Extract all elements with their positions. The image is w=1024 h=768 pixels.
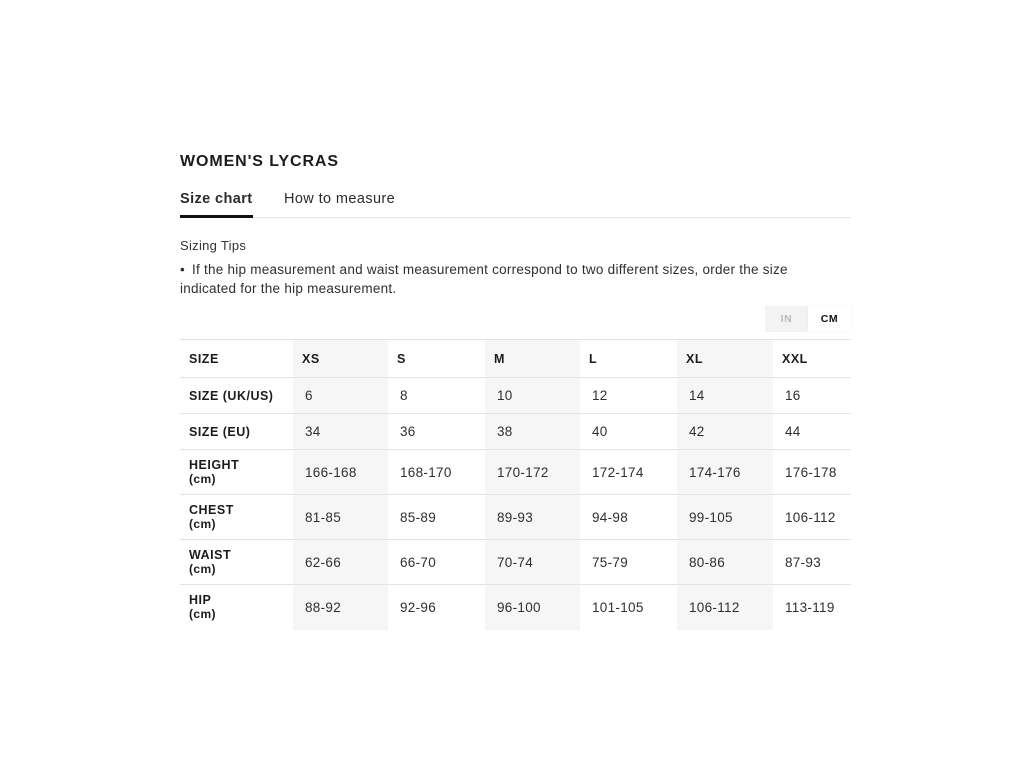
table-header-row: [180, 340, 851, 378]
row-label: [180, 450, 293, 495]
tab-how-to-measure[interactable]: How to measure: [283, 191, 396, 207]
table-cell: 44: [785, 424, 801, 439]
table-cell: 94-98: [592, 509, 629, 525]
row-label-unit: (cm): [189, 562, 216, 576]
table-cell: 40: [592, 424, 608, 439]
row-label-text: HEIGHT: [189, 458, 240, 472]
sizing-tips-text: If the hip measurement and waist measurement correspond to two different sizes, order the size indicated for the hip measurement.: [180, 262, 788, 296]
unit-option-cm[interactable]: CM: [808, 306, 851, 332]
table-cell: 16: [785, 388, 801, 403]
table-row-hip: [180, 585, 851, 630]
row-label: [180, 540, 293, 585]
row-label-text: WAIST: [189, 548, 232, 562]
table-cell: 99-105: [677, 495, 773, 540]
unit-option-in[interactable]: IN: [765, 306, 808, 332]
table-row-size-ukus: [180, 378, 851, 414]
table-row-size-eu: [180, 414, 851, 450]
table-cell: 42: [677, 414, 773, 450]
row-label: SIZE (UK/US): [189, 388, 274, 403]
column-header-xxl: XXL: [782, 351, 808, 366]
table-cell: 34: [293, 414, 388, 450]
table-cell: 106-112: [785, 509, 836, 525]
table-cell: 168-170: [400, 464, 452, 480]
row-label: [180, 585, 293, 630]
table-row-chest: [180, 495, 851, 540]
table-cell: 8: [400, 388, 408, 403]
table-cell: 75-79: [592, 554, 629, 570]
row-label: [180, 495, 293, 540]
table-cell: 87-93: [785, 554, 822, 570]
size-chart-panel: [180, 150, 851, 630]
row-label-text: HIP: [189, 593, 212, 608]
column-header-xl: XL: [677, 340, 773, 378]
sizing-tips-heading: Sizing Tips: [180, 238, 247, 253]
row-label-unit: (cm): [189, 517, 216, 531]
table-cell: 70-74: [485, 540, 580, 585]
table-cell: 113-119: [785, 599, 835, 615]
table-cell: 85-89: [400, 509, 437, 525]
table-cell: 92-96: [400, 599, 437, 615]
tab-size-chart[interactable]: Size chart: [180, 191, 253, 218]
table-cell: 6: [293, 378, 388, 414]
tab-bar: [180, 190, 851, 218]
column-header-size: SIZE: [189, 351, 219, 366]
column-header-m: M: [485, 340, 580, 378]
table-row-waist: [180, 540, 851, 585]
page-title: WOMEN'S LYCRAS: [180, 153, 339, 170]
table-cell: 96-100: [485, 585, 580, 630]
table-cell: 66-70: [400, 554, 437, 570]
row-label-unit: (cm): [189, 607, 216, 622]
table-row-height: [180, 450, 851, 495]
table-cell: 62-66: [293, 540, 388, 585]
table-cell: 174-176: [677, 450, 773, 495]
column-header-xs: XS: [293, 340, 388, 378]
table-cell: 106-112: [677, 585, 773, 630]
table-cell: 36: [400, 424, 416, 439]
row-label-unit: (cm): [189, 472, 216, 486]
bullet-icon: •: [180, 262, 185, 277]
table-cell: 81-85: [293, 495, 388, 540]
table-cell: 176-178: [785, 464, 837, 480]
table-cell: 80-86: [677, 540, 773, 585]
row-label-text: CHEST: [189, 503, 234, 517]
table-cell: 12: [592, 388, 608, 403]
table-cell: 89-93: [485, 495, 580, 540]
table-cell: 38: [485, 414, 580, 450]
table-cell: 88-92: [293, 585, 388, 630]
table-cell: 170-172: [485, 450, 580, 495]
column-header-l: L: [589, 351, 598, 366]
sizing-tips-bullet: [180, 260, 836, 298]
size-table: [180, 339, 851, 630]
table-cell: 166-168: [293, 450, 388, 495]
unit-toggle-row: [180, 306, 851, 332]
column-header-s: S: [397, 351, 406, 366]
table-cell: 10: [485, 378, 580, 414]
row-label: SIZE (EU): [189, 424, 251, 439]
table-cell: 14: [677, 378, 773, 414]
table-cell: 172-174: [592, 464, 644, 480]
table-cell: 101-105: [592, 599, 644, 615]
unit-toggle: [765, 306, 851, 332]
